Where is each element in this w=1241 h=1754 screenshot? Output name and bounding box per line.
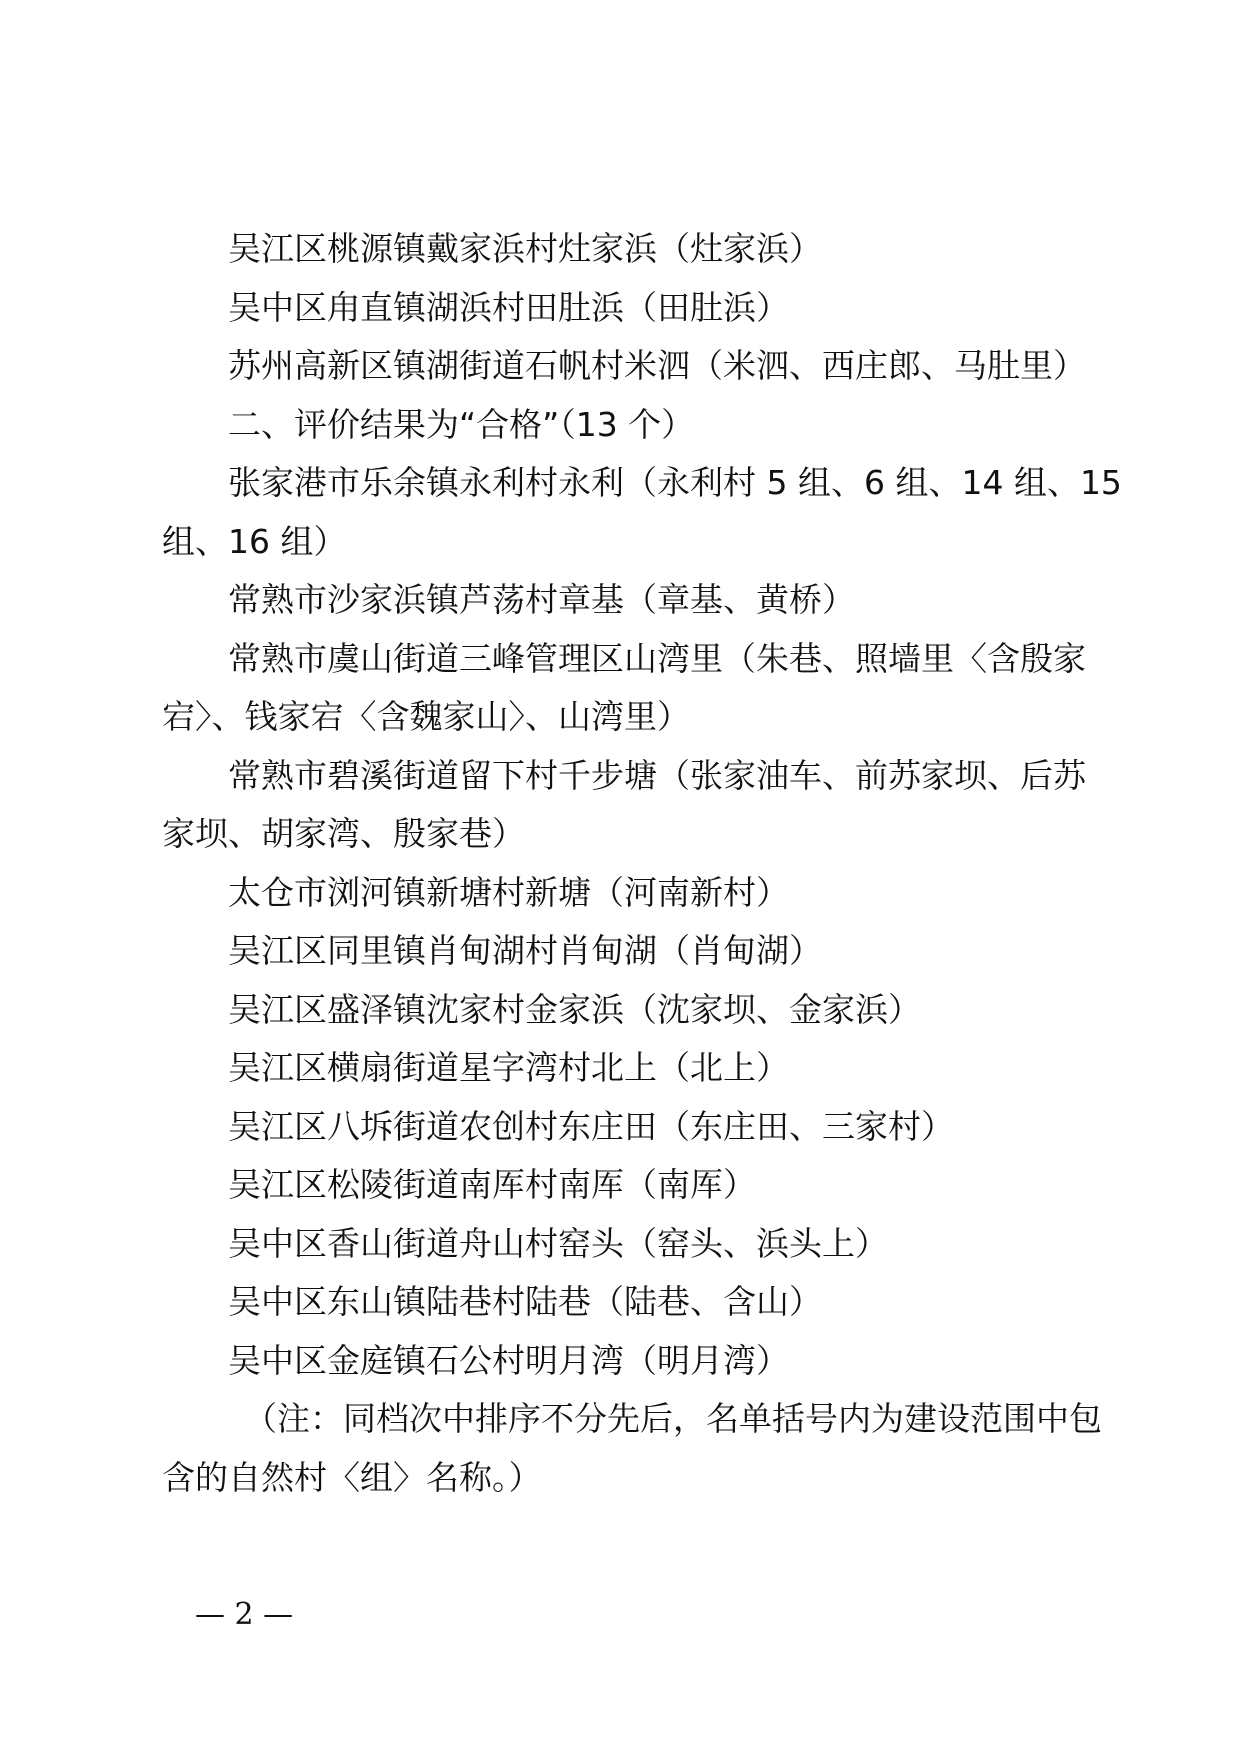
list-item-village: 吴江区同里镇肖甸湖村肖甸湖（肖甸湖）: [228, 931, 822, 970]
list-item-village: 常熟市虞山街道三峰管理区山湾里（朱巷、照墙里〈含殷家: [228, 638, 1086, 678]
list-item-village: 张家港市乐余镇永利村永利（永利村 5 组、6 组、14 组、15: [228, 463, 1122, 502]
list-item-village-continuation: 组、16 组）: [162, 521, 347, 561]
list-item-village: 吴江区八坼街道农创村东庄田（东庄田、三家村）: [228, 1106, 954, 1146]
list-item-village: 吴中区香山街道舟山村窑头（窑头、浜头上）: [228, 1223, 888, 1263]
list-item-village: 太仓市浏河镇新塘村新塘（河南新村）: [228, 872, 789, 912]
list-item-village: 吴江区桃源镇戴家浜村灶家浜（灶家浜）: [228, 229, 822, 268]
list-item-village: 吴中区金庭镇石公村明月湾（明月湾）: [228, 1340, 789, 1380]
note-text-continuation: 含的自然村〈组〉名称。）: [162, 1457, 542, 1497]
list-item-village: 吴江区松陵街道南厍村南厍（南厍）: [228, 1165, 756, 1204]
list-item-village: 吴中区东山镇陆巷村陆巷（陆巷、含山）: [228, 1282, 822, 1321]
note-text: （注：同档次中排序不分先后，名单括号内为建设范围中包: [244, 1399, 1102, 1438]
list-item-village: 常熟市沙家浜镇芦荡村章基（章基、黄桥）: [228, 580, 855, 619]
document-body: [162, 220, 1122, 1507]
list-item-village: 吴江区盛泽镇沈家村金家浜（沈家坝、金家浜）: [228, 989, 921, 1029]
list-item-village-continuation: 宕〉、钱家宕〈含魏家山〉、山湾里）: [162, 697, 690, 736]
section-heading-qualified: 二、评价结果为“合格”（13 个）: [228, 404, 695, 444]
list-item-village: 常熟市碧溪街道留下村千步塘（张家油车、前苏家坝、后苏: [228, 755, 1086, 795]
list-item-village: 苏州高新区镇湖街道石帆村米泗（米泗、西庄郎、马肚里）: [228, 346, 1086, 385]
list-item-village: 吴中区甪直镇湖浜村田肚浜（田肚浜）: [228, 287, 789, 327]
page-number: — 2 —: [195, 1597, 294, 1632]
list-item-village: 吴江区横扇街道星字湾村北上（北上）: [228, 1048, 789, 1087]
list-item-village-continuation: 家坝、胡家湾、殷家巷）: [162, 814, 525, 853]
